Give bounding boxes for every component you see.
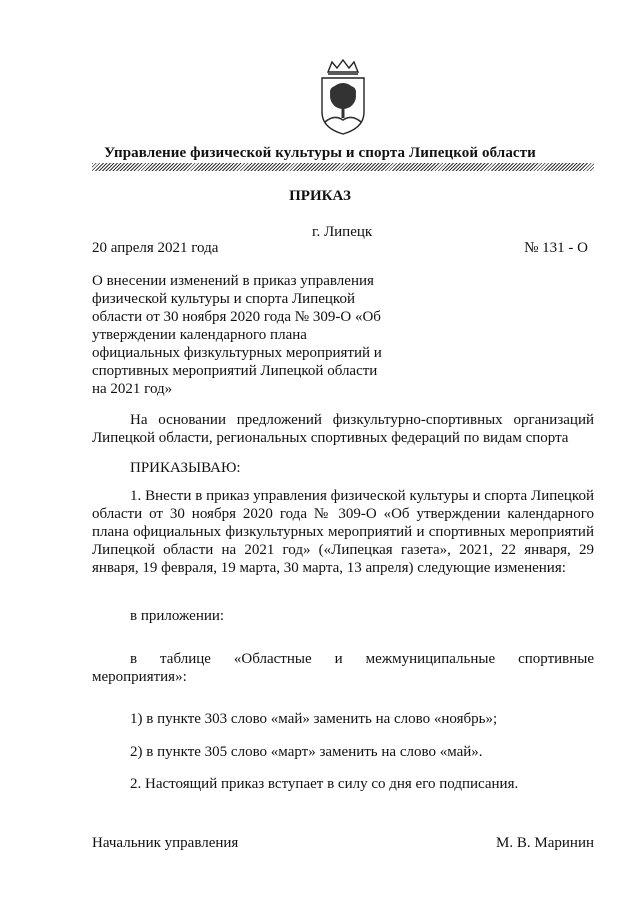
document-number: № 131 - О (524, 240, 588, 256)
document-city: г. Липецк (312, 224, 373, 240)
signatory-position: Начальник управления (92, 835, 239, 851)
document-date: 20 апреля 2021 года (92, 240, 219, 256)
appendix-paragraph: в приложении: (130, 608, 225, 624)
signatory-name: М. В. Маринин (496, 835, 594, 851)
basis-paragraph: На основании предложений физкультурно-спортивных организаций Липецкой области, региональных спортивных федераций по видам спорта (92, 412, 594, 446)
document-subject: О внесении изменений в приказ управления физической культуры и спорта Липецкой области от 30 ноября 2020 года № 309-О «Об утверждении календарного плана официальных физкультурных мероприятий и спортивных мероприятий Липецкой области на 2021 год» (92, 273, 382, 397)
subitem-2: 2) в пункте 305 слово «март» заменить на слово «май». (130, 744, 483, 760)
document-title: ПРИКАЗ (289, 188, 351, 204)
item-1-paragraph: 1. Внести в приказ управления физической культуры и спорта Липецкой области от 30 ноября 2020 года № 309-О «Об утверждении календарного плана официальных физкультурных мероприятий и спортивных мероприятий Липецкой области на 2021 год» («Липецкая газета», 2021, 22 января, 29 января, 19 февраля, 19 марта, 30 марта, 13 апреля) следующие изменения: (92, 488, 594, 576)
order-word: ПРИКАЗЫВАЮ: (130, 460, 241, 476)
header-divider (92, 163, 594, 171)
subitem-1: 1) в пункте 303 слово «май» заменить на слово «ноябрь»; (130, 711, 498, 727)
item-2-paragraph: 2. Настоящий приказ вступает в силу со дня его подписания. (130, 776, 519, 792)
table-paragraph: в таблице «Областные и межмуниципальные спортивные мероприятия»: (92, 651, 594, 685)
coat-of-arms-icon (316, 58, 370, 136)
organization-name: Управление физической культуры и спорта Липецкой области (104, 145, 536, 161)
